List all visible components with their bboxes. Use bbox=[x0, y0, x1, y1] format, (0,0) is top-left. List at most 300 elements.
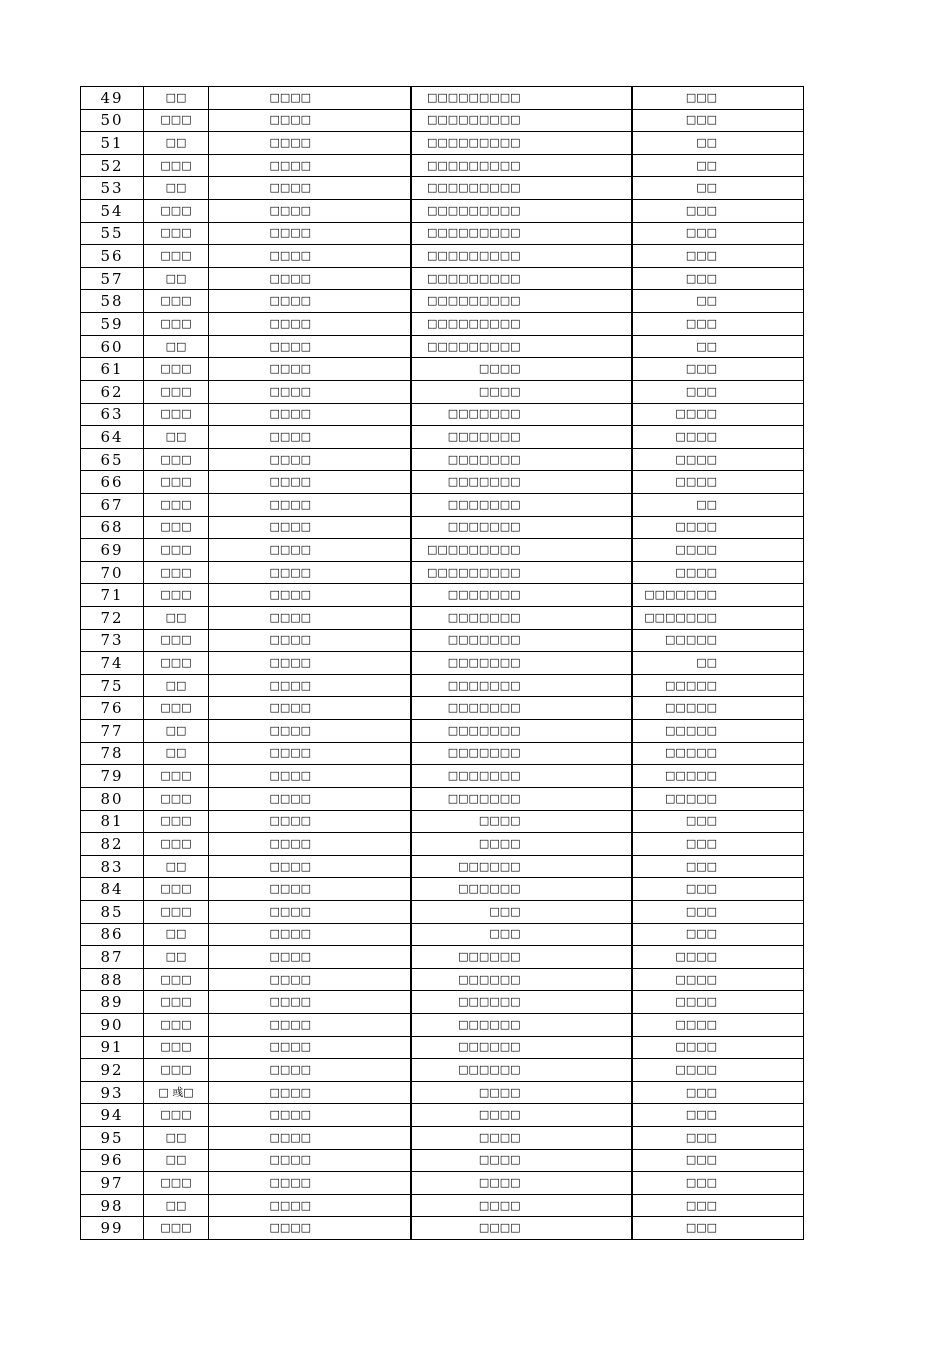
name-cell: □□□ bbox=[144, 471, 209, 494]
column-3-cell: □□□□ bbox=[209, 222, 411, 245]
column-3-cell: □□□□ bbox=[209, 132, 411, 155]
name-cell: □□ bbox=[144, 674, 209, 697]
row-number-cell: 96 bbox=[81, 1149, 144, 1172]
column-5-cell: □□□□ bbox=[632, 448, 804, 471]
column-4-cell: □□□□ bbox=[411, 380, 632, 403]
column-3-cell: □□□□ bbox=[209, 946, 411, 969]
column-4-cell: □□□□ bbox=[411, 1194, 632, 1217]
column-3-cell: □□□□ bbox=[209, 539, 411, 562]
row-number-cell: 56 bbox=[81, 245, 144, 268]
column-3-cell: □□□□ bbox=[209, 335, 411, 358]
column-5-cell: □□□□ bbox=[632, 426, 804, 449]
table-row bbox=[81, 991, 804, 1014]
roster-table-body bbox=[81, 87, 804, 1240]
row-number-cell: 55 bbox=[81, 222, 144, 245]
table-row bbox=[81, 1194, 804, 1217]
column-3-cell: □□□□ bbox=[209, 358, 411, 381]
column-5-cell: □□□ bbox=[632, 833, 804, 856]
column-4-cell: □□□□□□□□□ bbox=[411, 267, 632, 290]
table-row bbox=[81, 787, 804, 810]
name-cell: □□□ bbox=[144, 810, 209, 833]
table-row bbox=[81, 765, 804, 788]
row-number-cell: 82 bbox=[81, 833, 144, 856]
name-cell: □□□ bbox=[144, 403, 209, 426]
column-5-cell: □□□□□ bbox=[632, 674, 804, 697]
table-row bbox=[81, 1059, 804, 1082]
roster-table bbox=[80, 86, 804, 1240]
column-4-cell: □□□□□□□□□ bbox=[411, 245, 632, 268]
name-cell: □□ bbox=[144, 335, 209, 358]
column-3-cell: □□□□ bbox=[209, 652, 411, 675]
column-3-cell: □□□□ bbox=[209, 1036, 411, 1059]
column-4-cell: □□□□ bbox=[411, 833, 632, 856]
column-4-cell: □□□□□□□ bbox=[411, 448, 632, 471]
column-4-cell: □□□□□□□□□ bbox=[411, 109, 632, 132]
row-number-cell: 83 bbox=[81, 855, 144, 878]
row-number-cell: 69 bbox=[81, 539, 144, 562]
column-5-cell: □□□ bbox=[632, 380, 804, 403]
name-cell: □□□ bbox=[144, 313, 209, 336]
row-number-cell: 86 bbox=[81, 923, 144, 946]
table-row bbox=[81, 290, 804, 313]
column-4-cell: □□□□□□ bbox=[411, 878, 632, 901]
row-number-cell: 90 bbox=[81, 1013, 144, 1036]
column-4-cell: □□□□□□□ bbox=[411, 765, 632, 788]
table-row bbox=[81, 1013, 804, 1036]
column-4-cell: □□□□ bbox=[411, 1149, 632, 1172]
name-cell: □□□ bbox=[144, 1172, 209, 1195]
row-number-cell: 70 bbox=[81, 561, 144, 584]
column-5-cell: □□ bbox=[632, 335, 804, 358]
column-5-cell: □□□□□□□ bbox=[632, 607, 804, 630]
column-4-cell: □□□□□□□□□ bbox=[411, 313, 632, 336]
column-4-cell: □□□□ bbox=[411, 1104, 632, 1127]
table-row bbox=[81, 335, 804, 358]
column-4-cell: □□□□□□□□□ bbox=[411, 539, 632, 562]
row-number-cell: 50 bbox=[81, 109, 144, 132]
table-row bbox=[81, 380, 804, 403]
column-4-cell: □□□□□□□ bbox=[411, 516, 632, 539]
column-3-cell: □□□□ bbox=[209, 584, 411, 607]
column-4-cell: □□□ bbox=[411, 900, 632, 923]
column-3-cell: □□□□ bbox=[209, 109, 411, 132]
column-4-cell: □□□□□□□□□ bbox=[411, 222, 632, 245]
column-3-cell: □□□□ bbox=[209, 200, 411, 223]
name-cell: □□□ bbox=[144, 991, 209, 1014]
table-row bbox=[81, 1127, 804, 1150]
column-3-cell: □□□□ bbox=[209, 516, 411, 539]
column-5-cell: □□□□ bbox=[632, 1059, 804, 1082]
row-number-cell: 52 bbox=[81, 154, 144, 177]
column-5-cell: □□□ bbox=[632, 1217, 804, 1240]
row-number-cell: 54 bbox=[81, 200, 144, 223]
column-4-cell: □□□□□□□ bbox=[411, 493, 632, 516]
name-cell: □□ bbox=[144, 720, 209, 743]
name-cell: □□ bbox=[144, 742, 209, 765]
column-4-cell: □□□□ bbox=[411, 1081, 632, 1104]
row-number-cell: 59 bbox=[81, 313, 144, 336]
column-5-cell: □□□□ bbox=[632, 561, 804, 584]
column-3-cell: □□□□ bbox=[209, 833, 411, 856]
column-3-cell: □□□□ bbox=[209, 765, 411, 788]
row-number-cell: 78 bbox=[81, 742, 144, 765]
name-cell: □□□ bbox=[144, 200, 209, 223]
column-3-cell: □□□□ bbox=[209, 1194, 411, 1217]
column-5-cell: □□□ bbox=[632, 358, 804, 381]
table-row bbox=[81, 607, 804, 630]
row-number-cell: 66 bbox=[81, 471, 144, 494]
column-3-cell: □□□□ bbox=[209, 493, 411, 516]
name-cell: □□□ bbox=[144, 109, 209, 132]
name-cell: □□ bbox=[144, 87, 209, 110]
name-cell: □□□ bbox=[144, 222, 209, 245]
table-row bbox=[81, 87, 804, 110]
column-5-cell: □□□ bbox=[632, 245, 804, 268]
row-number-cell: 99 bbox=[81, 1217, 144, 1240]
table-row bbox=[81, 222, 804, 245]
column-3-cell: □□□□ bbox=[209, 245, 411, 268]
row-number-cell: 98 bbox=[81, 1194, 144, 1217]
name-cell: □□□ bbox=[144, 833, 209, 856]
name-cell: □□ bbox=[144, 267, 209, 290]
column-4-cell: □□□□□□□□□ bbox=[411, 132, 632, 155]
row-number-cell: 64 bbox=[81, 426, 144, 449]
table-row bbox=[81, 1172, 804, 1195]
column-3-cell: □□□□ bbox=[209, 720, 411, 743]
column-5-cell: □□□□□ bbox=[632, 787, 804, 810]
table-row bbox=[81, 923, 804, 946]
name-cell: □□□ bbox=[144, 878, 209, 901]
row-number-cell: 95 bbox=[81, 1127, 144, 1150]
table-row bbox=[81, 132, 804, 155]
name-cell: □□ bbox=[144, 1194, 209, 1217]
table-row bbox=[81, 833, 804, 856]
column-4-cell: □□□□□□ bbox=[411, 991, 632, 1014]
column-3-cell: □□□□ bbox=[209, 1127, 411, 1150]
table-row bbox=[81, 584, 804, 607]
column-3-cell: □□□□ bbox=[209, 1104, 411, 1127]
name-cell: □□□ bbox=[144, 584, 209, 607]
column-3-cell: □□□□ bbox=[209, 426, 411, 449]
name-cell: □□ bbox=[144, 177, 209, 200]
row-number-cell: 72 bbox=[81, 607, 144, 630]
column-5-cell: □□□□ bbox=[632, 946, 804, 969]
name-cell: □□ bbox=[144, 426, 209, 449]
column-4-cell: □□□□□□ bbox=[411, 855, 632, 878]
column-3-cell: □□□□ bbox=[209, 177, 411, 200]
row-number-cell: 68 bbox=[81, 516, 144, 539]
name-cell: □□□ bbox=[144, 652, 209, 675]
column-4-cell: □□□□□□□ bbox=[411, 697, 632, 720]
table-row bbox=[81, 561, 804, 584]
column-3-cell: □□□□ bbox=[209, 448, 411, 471]
column-5-cell: □□□□□ bbox=[632, 742, 804, 765]
column-4-cell: □□□□□□□ bbox=[411, 426, 632, 449]
column-4-cell: □□□□□□□□□ bbox=[411, 177, 632, 200]
row-number-cell: 94 bbox=[81, 1104, 144, 1127]
column-5-cell: □□□□ bbox=[632, 968, 804, 991]
column-5-cell: □□ bbox=[632, 154, 804, 177]
column-4-cell: □□□□□□ bbox=[411, 1059, 632, 1082]
table-row bbox=[81, 1217, 804, 1240]
column-3-cell: □□□□ bbox=[209, 878, 411, 901]
table-row bbox=[81, 629, 804, 652]
table-row bbox=[81, 154, 804, 177]
column-3-cell: □□□□ bbox=[209, 1217, 411, 1240]
column-3-cell: □□□□ bbox=[209, 1172, 411, 1195]
column-5-cell: □□□ bbox=[632, 200, 804, 223]
column-4-cell: □□□ bbox=[411, 923, 632, 946]
name-cell: □□□ bbox=[144, 787, 209, 810]
column-5-cell: □□□□ bbox=[632, 1013, 804, 1036]
row-number-cell: 60 bbox=[81, 335, 144, 358]
row-number-cell: 74 bbox=[81, 652, 144, 675]
name-cell: □□ bbox=[144, 1149, 209, 1172]
row-number-cell: 65 bbox=[81, 448, 144, 471]
table-row bbox=[81, 674, 804, 697]
name-cell: □□ bbox=[144, 923, 209, 946]
column-3-cell: □□□□ bbox=[209, 403, 411, 426]
row-number-cell: 63 bbox=[81, 403, 144, 426]
table-row bbox=[81, 313, 804, 336]
name-cell: □□□ bbox=[144, 380, 209, 403]
column-5-cell: □□□ bbox=[632, 313, 804, 336]
table-row bbox=[81, 177, 804, 200]
row-number-cell: 87 bbox=[81, 946, 144, 969]
column-5-cell: □□ bbox=[632, 132, 804, 155]
name-cell: □□□ bbox=[144, 1104, 209, 1127]
table-row bbox=[81, 652, 804, 675]
column-4-cell: □□□□□□□□□ bbox=[411, 200, 632, 223]
column-3-cell: □□□□ bbox=[209, 87, 411, 110]
table-row bbox=[81, 946, 804, 969]
table-row bbox=[81, 493, 804, 516]
column-3-cell: □□□□ bbox=[209, 290, 411, 313]
column-3-cell: □□□□ bbox=[209, 923, 411, 946]
column-3-cell: □□□□ bbox=[209, 1081, 411, 1104]
name-cell: □□□ bbox=[144, 561, 209, 584]
table-row bbox=[81, 267, 804, 290]
column-5-cell: □□ bbox=[632, 493, 804, 516]
column-4-cell: □□□□□□□□□ bbox=[411, 561, 632, 584]
column-3-cell: □□□□ bbox=[209, 1059, 411, 1082]
column-3-cell: □□□□ bbox=[209, 674, 411, 697]
row-number-cell: 67 bbox=[81, 493, 144, 516]
column-5-cell: □□□□ bbox=[632, 1036, 804, 1059]
column-5-cell: □□□ bbox=[632, 87, 804, 110]
column-4-cell: □□□□□□□ bbox=[411, 629, 632, 652]
column-3-cell: □□□□ bbox=[209, 471, 411, 494]
row-number-cell: 80 bbox=[81, 787, 144, 810]
column-3-cell: □□□□ bbox=[209, 267, 411, 290]
column-4-cell: □□□□□□□ bbox=[411, 403, 632, 426]
table-row bbox=[81, 1036, 804, 1059]
table-row bbox=[81, 1149, 804, 1172]
column-5-cell: □□ bbox=[632, 177, 804, 200]
name-cell: □ 彧□ bbox=[144, 1081, 209, 1104]
row-number-cell: 84 bbox=[81, 878, 144, 901]
column-5-cell: □□□ bbox=[632, 222, 804, 245]
name-cell: □□□ bbox=[144, 358, 209, 381]
table-row bbox=[81, 742, 804, 765]
name-cell: □□□ bbox=[144, 539, 209, 562]
row-number-cell: 92 bbox=[81, 1059, 144, 1082]
name-cell: □□ bbox=[144, 607, 209, 630]
column-5-cell: □□□□□ bbox=[632, 629, 804, 652]
row-number-cell: 51 bbox=[81, 132, 144, 155]
column-5-cell: □□ bbox=[632, 652, 804, 675]
column-5-cell: □□□□ bbox=[632, 991, 804, 1014]
table-row bbox=[81, 900, 804, 923]
name-cell: □□ bbox=[144, 946, 209, 969]
table-row bbox=[81, 403, 804, 426]
row-number-cell: 85 bbox=[81, 900, 144, 923]
column-5-cell: □□□□ bbox=[632, 539, 804, 562]
column-3-cell: □□□□ bbox=[209, 380, 411, 403]
name-cell: □□□ bbox=[144, 1059, 209, 1082]
row-number-cell: 81 bbox=[81, 810, 144, 833]
column-5-cell: □□□ bbox=[632, 923, 804, 946]
column-5-cell: □□□□ bbox=[632, 403, 804, 426]
column-3-cell: □□□□ bbox=[209, 810, 411, 833]
column-3-cell: □□□□ bbox=[209, 1013, 411, 1036]
column-5-cell: □□□ bbox=[632, 900, 804, 923]
row-number-cell: 57 bbox=[81, 267, 144, 290]
row-number-cell: 89 bbox=[81, 991, 144, 1014]
column-4-cell: □□□□□□□□□ bbox=[411, 87, 632, 110]
row-number-cell: 77 bbox=[81, 720, 144, 743]
column-4-cell: □□□□ bbox=[411, 1127, 632, 1150]
row-number-cell: 71 bbox=[81, 584, 144, 607]
column-3-cell: □□□□ bbox=[209, 561, 411, 584]
name-cell: □□□ bbox=[144, 697, 209, 720]
name-cell: □□□ bbox=[144, 968, 209, 991]
row-number-cell: 97 bbox=[81, 1172, 144, 1195]
column-4-cell: □□□□□□□□□ bbox=[411, 335, 632, 358]
column-3-cell: □□□□ bbox=[209, 154, 411, 177]
column-4-cell: □□□□□□ bbox=[411, 968, 632, 991]
column-4-cell: □□□□□□□ bbox=[411, 584, 632, 607]
table-row bbox=[81, 539, 804, 562]
name-cell: □□ bbox=[144, 132, 209, 155]
name-cell: □□ bbox=[144, 1127, 209, 1150]
table-row bbox=[81, 516, 804, 539]
table-row bbox=[81, 1081, 804, 1104]
column-5-cell: □□□ bbox=[632, 1127, 804, 1150]
table-row bbox=[81, 855, 804, 878]
column-3-cell: □□□□ bbox=[209, 313, 411, 336]
column-3-cell: □□□□ bbox=[209, 968, 411, 991]
column-5-cell: □□□□ bbox=[632, 516, 804, 539]
column-3-cell: □□□□ bbox=[209, 742, 411, 765]
column-4-cell: □□□□ bbox=[411, 358, 632, 381]
row-number-cell: 62 bbox=[81, 380, 144, 403]
name-cell: □□□ bbox=[144, 154, 209, 177]
table-row bbox=[81, 109, 804, 132]
column-5-cell: □□□ bbox=[632, 1194, 804, 1217]
name-cell: □□□ bbox=[144, 900, 209, 923]
column-4-cell: □□□□□□□ bbox=[411, 607, 632, 630]
row-number-cell: 76 bbox=[81, 697, 144, 720]
row-number-cell: 61 bbox=[81, 358, 144, 381]
name-cell: □□□ bbox=[144, 290, 209, 313]
column-5-cell: □□□□□□□ bbox=[632, 584, 804, 607]
row-number-cell: 75 bbox=[81, 674, 144, 697]
column-4-cell: □□□□□□□ bbox=[411, 674, 632, 697]
column-3-cell: □□□□ bbox=[209, 1149, 411, 1172]
column-4-cell: □□□□□□ bbox=[411, 946, 632, 969]
column-4-cell: □□□□□□□□□ bbox=[411, 154, 632, 177]
column-3-cell: □□□□ bbox=[209, 900, 411, 923]
column-5-cell: □□ bbox=[632, 290, 804, 313]
row-number-cell: 91 bbox=[81, 1036, 144, 1059]
column-5-cell: □□□ bbox=[632, 1081, 804, 1104]
name-cell: □□□ bbox=[144, 245, 209, 268]
column-5-cell: □□□□□ bbox=[632, 697, 804, 720]
table-row bbox=[81, 720, 804, 743]
row-number-cell: 53 bbox=[81, 177, 144, 200]
column-5-cell: □□□ bbox=[632, 1172, 804, 1195]
row-number-cell: 88 bbox=[81, 968, 144, 991]
column-3-cell: □□□□ bbox=[209, 697, 411, 720]
column-4-cell: □□□□□□ bbox=[411, 1013, 632, 1036]
column-4-cell: □□□□ bbox=[411, 1217, 632, 1240]
column-4-cell: □□□□□□□ bbox=[411, 652, 632, 675]
name-cell: □□□ bbox=[144, 448, 209, 471]
column-5-cell: □□□ bbox=[632, 810, 804, 833]
column-5-cell: □□□ bbox=[632, 1149, 804, 1172]
column-4-cell: □□□□□□□ bbox=[411, 471, 632, 494]
column-5-cell: □□□ bbox=[632, 267, 804, 290]
column-4-cell: □□□□□□ bbox=[411, 1036, 632, 1059]
row-number-cell: 58 bbox=[81, 290, 144, 313]
row-number-cell: 49 bbox=[81, 87, 144, 110]
column-3-cell: □□□□ bbox=[209, 991, 411, 1014]
column-5-cell: □□□□□ bbox=[632, 765, 804, 788]
table-row bbox=[81, 878, 804, 901]
table-row bbox=[81, 448, 804, 471]
column-5-cell: □□□□ bbox=[632, 471, 804, 494]
row-number-cell: 93 bbox=[81, 1081, 144, 1104]
table-row bbox=[81, 810, 804, 833]
name-cell: □□□ bbox=[144, 629, 209, 652]
table-row bbox=[81, 471, 804, 494]
column-4-cell: □□□□□□□ bbox=[411, 742, 632, 765]
row-number-cell: 79 bbox=[81, 765, 144, 788]
row-number-cell: 73 bbox=[81, 629, 144, 652]
column-5-cell: □□□□□ bbox=[632, 720, 804, 743]
table-row bbox=[81, 968, 804, 991]
column-4-cell: □□□□□□□□□ bbox=[411, 290, 632, 313]
column-4-cell: □□□□ bbox=[411, 810, 632, 833]
name-cell: □□ bbox=[144, 855, 209, 878]
column-3-cell: □□□□ bbox=[209, 855, 411, 878]
column-5-cell: □□□ bbox=[632, 109, 804, 132]
name-cell: □□□ bbox=[144, 1013, 209, 1036]
table-row bbox=[81, 358, 804, 381]
table-row bbox=[81, 200, 804, 223]
name-cell: □□□ bbox=[144, 1036, 209, 1059]
column-5-cell: □□□ bbox=[632, 1104, 804, 1127]
column-4-cell: □□□□□□□ bbox=[411, 720, 632, 743]
name-cell: □□□ bbox=[144, 1217, 209, 1240]
column-3-cell: □□□□ bbox=[209, 607, 411, 630]
column-5-cell: □□□ bbox=[632, 855, 804, 878]
column-3-cell: □□□□ bbox=[209, 629, 411, 652]
column-3-cell: □□□□ bbox=[209, 787, 411, 810]
column-5-cell: □□□ bbox=[632, 878, 804, 901]
name-cell: □□□ bbox=[144, 516, 209, 539]
